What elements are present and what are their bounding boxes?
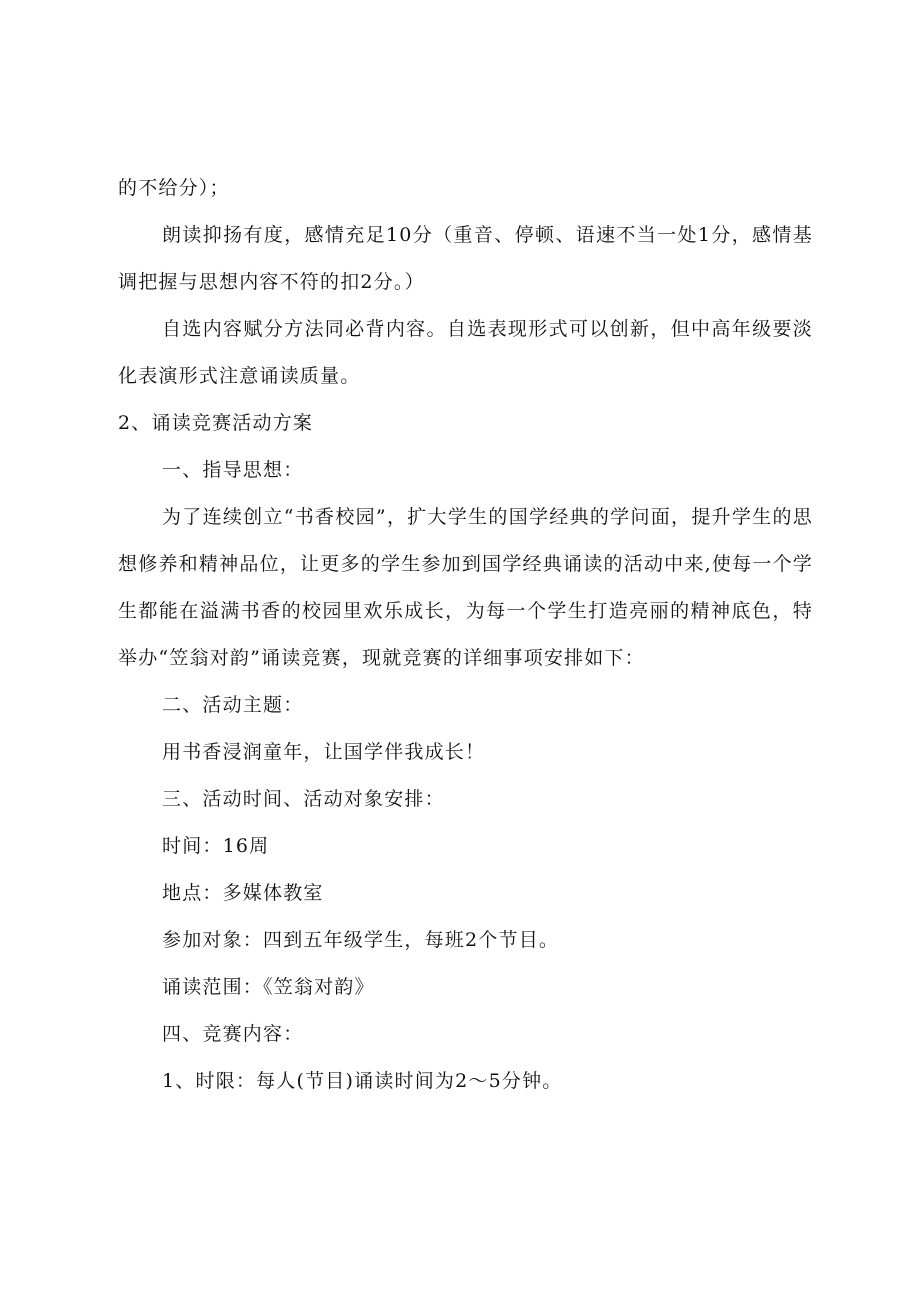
line-participants: 参加对象：四到五年级学生，每班2个节目。 xyxy=(162,929,560,951)
document-body xyxy=(118,165,813,1105)
paragraph-reading-score: 朗读抑扬有度，感情充足10分（重音、停顿、语速不当一处1分，感情基调把握与思想内容不符的扣2分。） xyxy=(118,224,813,293)
paragraph-scoring-continuation: 的不给分）； xyxy=(118,177,230,199)
heading-activity-theme: 二、活动主题： xyxy=(162,694,304,716)
paragraph-guiding-thought: 为了连续创立“书香校园”，扩大学生的国学经典的学问面，提升学生的思想修养和精神品位，让更多的学生参加到国学经典诵读的活动中来,使每一个学生都能在溢满书香的校园里欢乐成长，为每一个学生打造亮丽的精神底色，特举办“笠翁对韵”诵读竞赛，现就竞赛的详细事项安排如下： xyxy=(118,506,813,669)
heading-competition-content: 四、竞赛内容： xyxy=(162,1023,304,1045)
heading-guiding-thought: 一、指导思想： xyxy=(162,459,304,481)
paragraph-activity-theme: 用书香浸润童年，让国学伴我成长！ xyxy=(162,741,486,763)
line-time-limit: 1、时限：每人(节目)诵读时间为2～5分钟。 xyxy=(162,1070,563,1092)
line-time: 时间：16周 xyxy=(162,835,270,857)
section-heading-plan: 2、诵读竞赛活动方案 xyxy=(118,412,314,434)
line-reading-scope: 诵读范围：《笠翁对韵》 xyxy=(162,976,375,998)
line-location: 地点：多媒体教室 xyxy=(162,882,324,904)
heading-activity-schedule: 三、活动时间、活动对象安排： xyxy=(162,788,445,810)
paragraph-optional-content: 自选内容赋分方法同必背内容。自选表现形式可以创新，但中高年级要淡化表演形式注意诵读质量。 xyxy=(118,318,813,387)
